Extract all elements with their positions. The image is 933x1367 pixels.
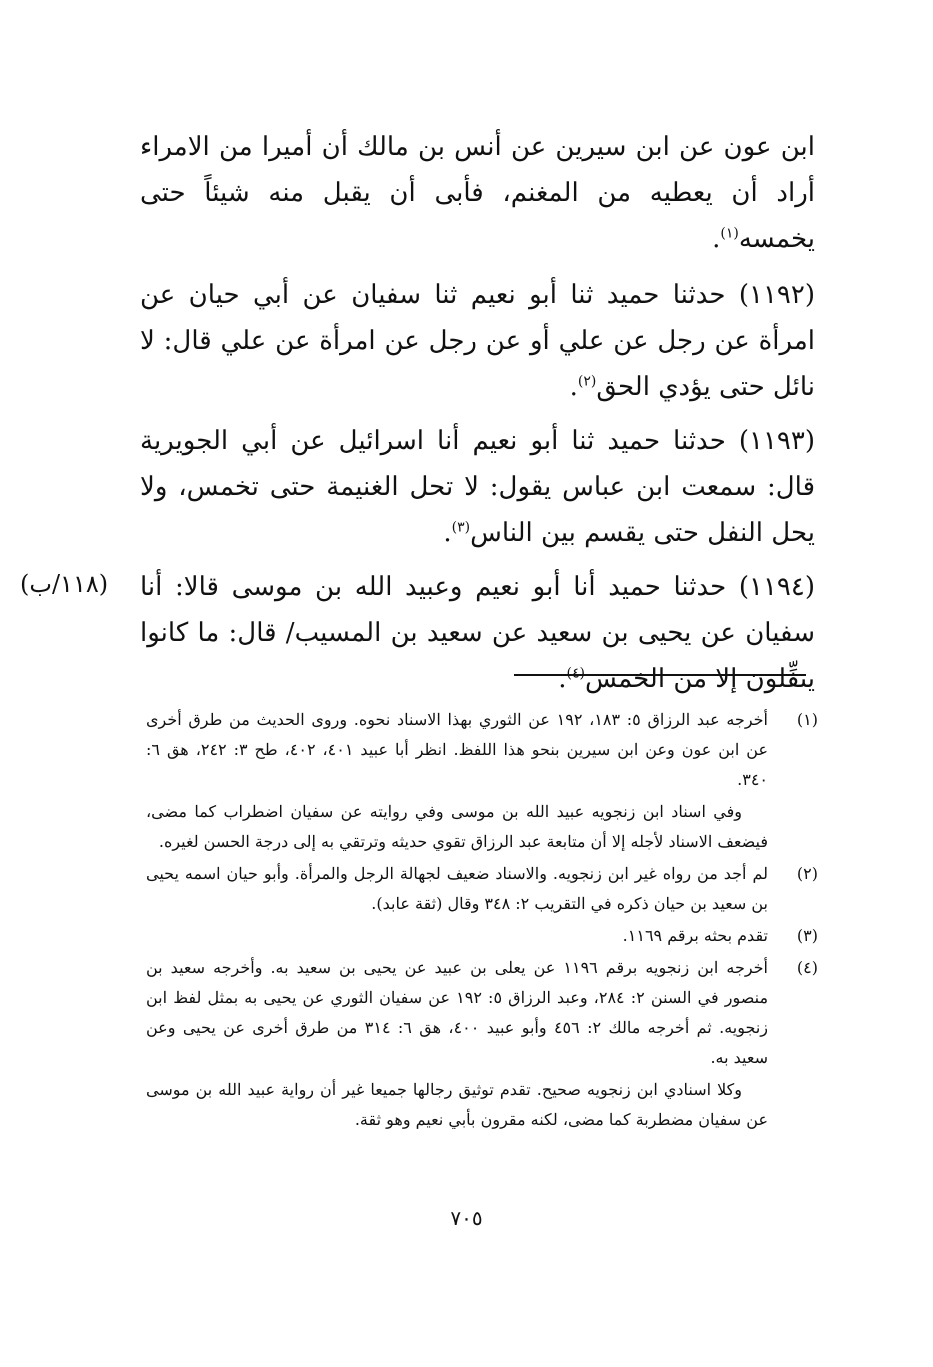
footnote-text: أخرجه عبد الرزاق ٥: ١٨٣، ١٩٢ عن الثوري بهذا الاسناد نحوه. وروى الحديث من طرق أخرى عن ابن عون وعن ابن سيرين بنحو هذا اللفظ. انظر أبا عبيد ٤٠١، ٤٠٢، طح ٣: ٢٤٢، هق ٦: ٣٤٠. <box>146 710 768 789</box>
footnote-number: (٤) <box>796 958 818 977</box>
footnote-body <box>146 859 768 919</box>
page-number: ٧٠٥ <box>450 1206 483 1230</box>
footnote-ref: (١) <box>720 225 739 242</box>
paragraph-end: . <box>569 372 578 402</box>
footnote-4 <box>146 953 818 1135</box>
hadith-number: (١١٩٣) <box>738 426 815 456</box>
paragraph-end: . <box>443 518 452 548</box>
footnote-ref: (٣) <box>451 519 471 536</box>
footnote-text: تقدم بحثه برقم ١١٦٩. <box>622 926 768 945</box>
footnote-ref: (٤) <box>566 665 585 682</box>
footnote-number: (١) <box>796 710 818 729</box>
hadith-number: (١١٩٤) <box>738 572 815 602</box>
paragraph-text: حدثنا حميد أنا أبو نعيم وعبيد الله بن موسى قالا: أنا سفيان عن يحيى بن سعيد عن سعيد بن المسيب/ قال: ما كانوا ينفِّلون إلا من الخمس <box>140 572 815 694</box>
hadith-number: (١١٩٢) <box>738 280 815 310</box>
footnote-text: أخرجه ابن زنجويه برقم ١١٩٦ عن يعلى بن عبيد عن يحيى بن سعيد به. وأخرجه سعيد بن منصور في السنن ٢: ٢٨٤، وعبد الرزاق ٥: ١٩٢ عن سفيان الثوري عن يحيى به بمثل لفظ ابن زنجويه. ثم أخرجه مالك ٢: ٤٥٦ وأبو عبيد ٤٠٠، هق ٦: ٣١٤ من طرق أخرى عن يحيى وعن سعيد به. <box>146 958 769 1067</box>
footnote-number: (٢) <box>796 864 818 883</box>
main-text <box>140 124 815 710</box>
paragraph-1 <box>140 124 815 262</box>
footnote-body <box>146 921 768 951</box>
footnote-text: وفي اسناد ابن زنجويه عبيد الله بن موسى وفي روايته عن سفيان اضطراب كما مضى، فيضعف الاسناد لأجله إلا أن متابعة عبد الرزاق تقوي حديثه وترتقي به إلى درجة الحسن لغيره. <box>146 802 768 851</box>
footnote-text: وكلا اسنادي ابن زنجويه صحيح. تقدم توثيق رجالها جميعا غير أن رواية عبيد الله بن موسى عن سفيان مضطربة كما مضى، لكنه مقرون بأبي نعيم وهو ثقة. <box>146 1080 768 1129</box>
paragraph-1194 <box>140 564 815 702</box>
paragraph-end: . <box>558 664 567 694</box>
footnote-number: (٣) <box>796 926 818 945</box>
footnote-3 <box>146 921 818 951</box>
footnote-separator <box>514 674 806 676</box>
footnotes <box>146 705 818 1137</box>
paragraph-text: حدثنا حميد ثنا أبو نعيم ثنا سفيان عن أبي حيان عن امرأة عن رجل عن علي أو عن رجل عن امرأة عن علي قال: لا نائل حتى يؤدي الحق <box>140 280 815 402</box>
paragraph-text: حدثنا حميد ثنا أبو نعيم أنا اسرائيل عن أبي الجويرية قال: سمعت ابن عباس يقول: لا تحل الغنيمة حتى تخمس، ولا يحل النفل حتى يقسم بين الناس <box>140 426 815 548</box>
footnote-body <box>146 705 768 857</box>
manuscript-folio-note: (١١٨/ب) <box>20 570 109 598</box>
footnote-body <box>146 953 768 1135</box>
footnote-1 <box>146 705 818 857</box>
paragraph-text: ابن عون عن ابن سيرين عن أنس بن مالك أن أميرا من الامراء أراد أن يعطيه من المغنم، فأبى أن يقبل منه شيئاً حتى يخمسه <box>140 132 815 254</box>
footnote-text: لم أجد من رواه غير ابن زنجويه. والاسناد ضعيف لجهالة الرجل والمرأة. وأبو حيان اسمه يحيى بن سعيد بن حيان ذكره في التقريب ٢: ٣٤٨ وقال (ثقة عابد). <box>146 864 768 913</box>
paragraph-1192 <box>140 272 815 410</box>
footnote-2 <box>146 859 818 919</box>
paragraph-end: . <box>712 224 721 254</box>
footnote-ref: (٢) <box>577 373 597 390</box>
paragraph-1193 <box>140 418 815 556</box>
